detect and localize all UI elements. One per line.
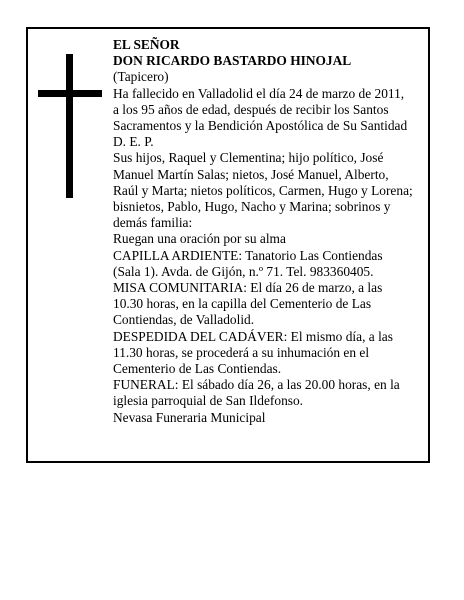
prayer-request: Ruegan una oración por su alma: [113, 231, 286, 247]
family-list: Sus hijos, Raquel y Clementina; hijo político, José Manuel Martín Salas; nietos, José Manuel, Alberto, Raúl y Marta; nietos políticos, Carmen, Hugo y Lorena; bisnietos, Pablo, Hugo, Nacho y Marina; sobrinos y demás familia:: [113, 150, 413, 231]
deceased-name: DON RICARDO BASTARDO HINOJAL: [113, 53, 352, 69]
obituary-text: [113, 37, 413, 426]
cross-vertical-bar: [66, 54, 73, 198]
funeral-home: Nevasa Funeraria Municipal: [113, 409, 266, 425]
death-announcement: Ha fallecido en Valladolid el día 24 de marzo de 2011, a los 95 años de edad, después de recibir los Santos Sacramentos y la Bendición Apostólica de Su Santidad D. E. P.: [113, 85, 408, 150]
mass-info: MISA COMUNITARIA: El día 26 de marzo, a las 10.30 horas, en la capilla del Cementerio de Las Contiendas, de Valladolid.: [113, 280, 383, 328]
chapel-info: CAPILLA ARDIENTE: Tanatorio Las Contiendas (Sala 1). Avda. de Gijón, n.º 71. Tel. 983360405.: [113, 247, 383, 279]
funeral-info: FUNERAL: El sábado día 26, a las 20.00 horas, en la iglesia parroquial de San Ildefonso.: [113, 377, 400, 409]
farewell-info: DESPEDIDA DEL CADÁVER: El mismo día, a las 11.30 horas, se procederá a su inhumación en el Cementerio de Las Contiendas.: [113, 328, 393, 377]
title-line-1: EL SEÑOR: [113, 37, 180, 52]
cross-icon: [38, 54, 102, 198]
cross-horizontal-bar: [38, 90, 102, 97]
occupation: (Tapicero): [113, 69, 169, 85]
